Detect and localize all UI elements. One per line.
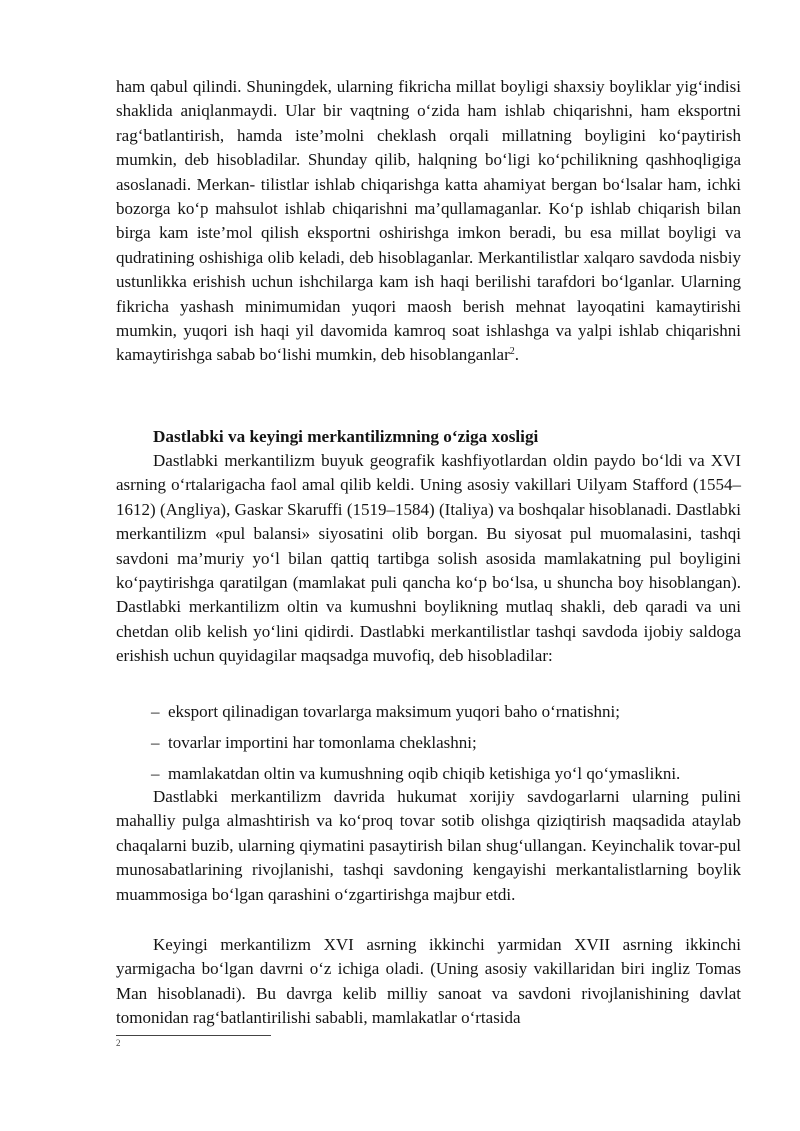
paragraph-2: Dastlabki merkantilizm buyuk geografik kashfiyotlardan oldin paydo bo‘ldi va XVI asrning o‘rtalarigacha faol amal qilib keldi. Uning asosiy vakillari Uilyam Stafford (1554–1612) (Angliya), Gaskar Skaruffi (1519–1584) (Italiya) va boshqalar hisoblanadi. Dastlabki merkantilizm «pul balansi» siyosatini olib borgan. Bu siyosat pul muomalasini, tashqi savdoni ma’muriy yo‘l bilan qattiq tartibga solish asosida mamlakatning pul boyligini ko‘paytirishga qaratilgan (mamlakat puli qancha ko‘p bo‘lsa, u shuncha boy hisoblangan). Dastlabki merkantilizm oltin va kumushni boylikning mutlaq shakli, deb qaradi va uni chetdan olib kelish yo‘lini qidirdi. Dastlabki merkantilistlar tashqi savdoda ijobiy saldoga erishish uchun quyidagilar maqsadga muvofiq, deb hisobladilar: <box>116 451 741 666</box>
paragraph-1 <box>116 75 741 368</box>
paragraph-4: Keyingi merkantilizm XVI asrning ikkinchi yarmidan XVII asrning ikkinchi yarmigacha bo‘lgan davrni o‘z ichiga oladi. (Uning asosiy vakillaridan biri ingliz Tomas Man hisoblanadi). Bu davrga kelib milliy sanoat va savdoni rivojlanishining davlat tomonidan rag‘batlantirilishi sababli, mamlakatlar o‘rtasida <box>116 935 741 1028</box>
footnote-marker: 2 <box>116 1038 121 1048</box>
footnote-separator <box>116 1035 271 1036</box>
section-heading: Dastlabki va keyingi merkantilizmning o‘ziga xosligi <box>153 427 539 446</box>
list-item <box>116 731 741 762</box>
dash-marker: – <box>151 764 160 783</box>
list-item <box>116 700 741 731</box>
dash-marker: – <box>151 702 160 721</box>
paragraph-1-end: . <box>514 345 520 365</box>
list-item-text: mamlakatdan oltin va kumushning oqib chiqib ketishiga yo‘l qo‘ymaslikni. <box>168 764 681 783</box>
list-item-text: tovarlar importini har tomonlama cheklashni; <box>168 733 477 752</box>
footnote-reference[interactable]: 2 <box>509 346 515 358</box>
paragraph-1-text: ham qabul qilindi. Shuningdek, ularning fikricha millat boyligi shaxsiy boyliklar yig‘indisi shaklida aniqlanmaydi. Ular bir vaqtning o‘zida ham ishlab chiqarishni, ham eksportni rag‘batlantirish, hamda iste’molni cheklash orqali millatning boyligini ko‘paytirish mumkin, deb hisobladilar. Shunday qilib, halqning bo‘ligi ko‘pchilikning qashhoqligiga asoslanadi. Merkan- tilistlar ishlab chiqarishga katta ahamiyat bergan bo‘lsalar ham, ichki bozorga ko‘p mahsulot ishlab chiqarishni ma’qullamaganlar. Ko‘p ishlab chiqarish bilan birga kam iste’mol qilish eksportni oshirishga imkon beradi, bu esa millat boyligi va qudratining oshishiga olib keladi, deb hisoblaganlar. Merkantilistlar xalqaro savdoda nisbiy ustunlikka erishish uchun ishchilarga kam ish haqi berilishi tarafdori bo‘lganlar. Ularning fikricha yashash minimumidan yuqori maosh berish mehnat layoqatini kamaytirishi mumkin, yuqori ish haqi yil davomida kamroq soat ishlashga va yalpi ishlab chiqarishni kamaytirishga sabab bo‘lishi mumkin, deb hisoblanganlar <box>116 77 741 365</box>
dash-marker: – <box>151 733 160 752</box>
paragraph-3: Dastlabki merkantilizm davrida hukumat xorijiy savdogarlarni ularning pulini mahalliy pulga almashtirish va ko‘proq tovar sotib olishga qiziqtirish maqsadida ataylab chaqalarni buzib, ularning qiymatini pasaytirish bilan shug‘ullangan. Keyinchalik tovar-pul munosabatlarining rivojlanishi, tashqi savdoning kengayishi merkantalistlarning boylik muammosiga bo‘lgan qarashini o‘zgartirishga majbur etdi. <box>116 787 741 904</box>
list-item-text: eksport qilinadigan tovarlarga maksimum yuqori baho o‘rnatishni; <box>168 702 620 721</box>
bullet-list <box>116 700 741 793</box>
